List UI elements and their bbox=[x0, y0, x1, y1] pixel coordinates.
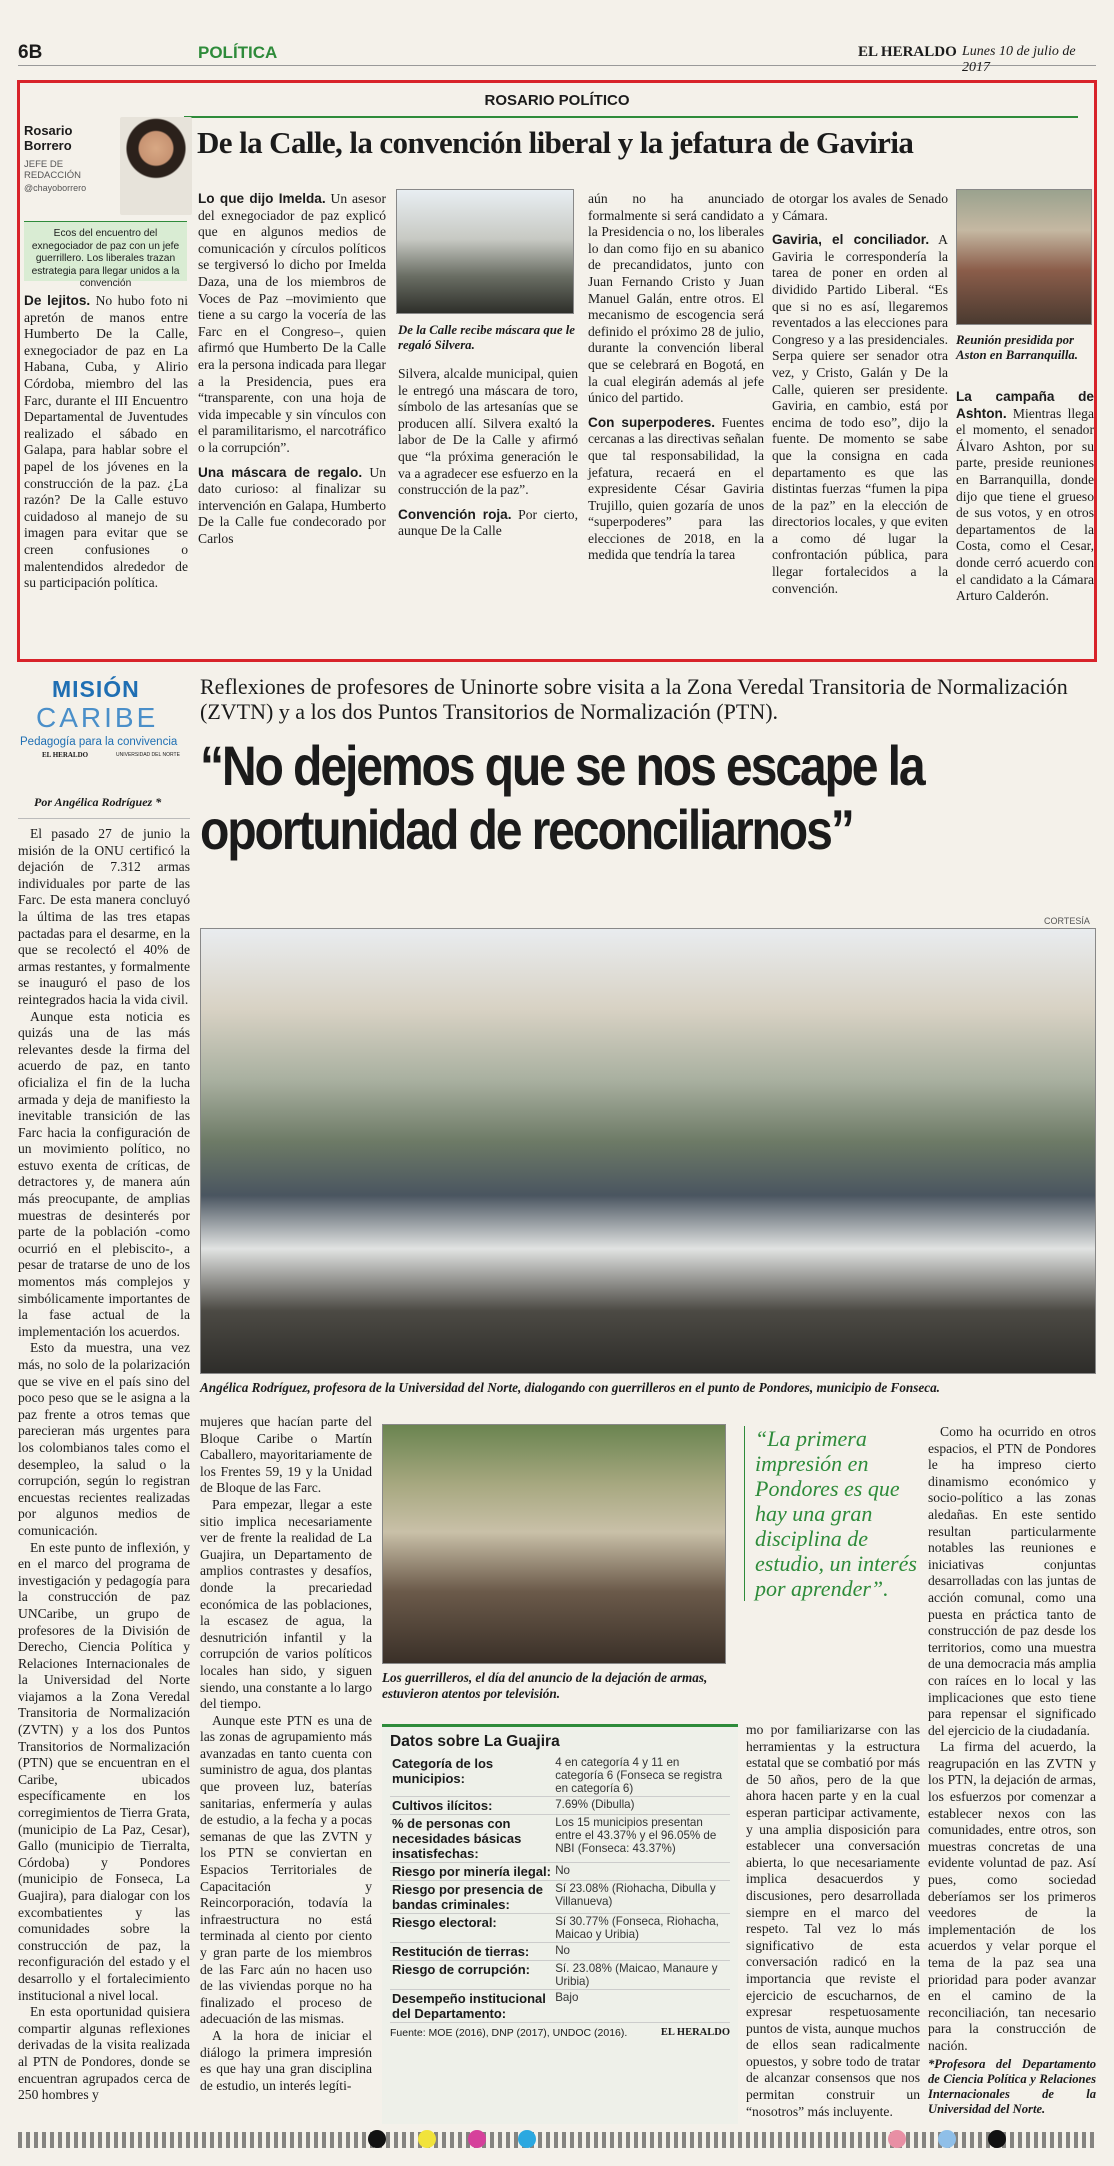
masthead bbox=[18, 36, 1096, 75]
article-mid-column bbox=[200, 1414, 372, 2094]
article-para: Aunque esta noticia es quizás una de las más relevantes desde la firma del acuerdo de paz, en tanto oficializa el fin de la lucha armada y deja de manifiesto la inevitable transición de las Farc hacia la configuración de un movimiento político, no estuvo exenta de críticas, de detractores y, de manera aún más preocupante, de amplias muestras de desinterés por parte de la población -como ocurrió en el plebiscito-, a pesar de tratarse de uno de los momentos más complejos y simbólicamente importantes de la fase actual de la implementación los acuerdos. bbox=[18, 1008, 190, 1339]
box-photo-de-la-calle bbox=[396, 189, 574, 314]
mision-partner-1: EL HERALDO bbox=[42, 751, 89, 759]
reg-dot-black bbox=[368, 2130, 386, 2148]
article-right-column bbox=[928, 1424, 1096, 2117]
article-para: A la hora de iniciar el diálogo la primera impresión es que hay una gran disciplina de estudio, un interés legíti- bbox=[200, 2027, 372, 2093]
reg-dot-yellow bbox=[418, 2130, 436, 2148]
datos-row bbox=[390, 1914, 730, 1943]
article-deck: Reflexiones de profesores de Uninorte sobre visita a la Zona Veredal Transitoria de Normalización (ZVTN) y a los dos Puntos Transitorios de Normalización (PTN). bbox=[200, 674, 1068, 724]
datos-brand: EL HERALDO bbox=[660, 2027, 730, 2038]
datos-key: Riesgo por presencia de bandas criminales: bbox=[390, 1881, 553, 1914]
box-col5-para: Gaviria, el conciliador. A Gaviria le correspondería la tarea de poner en orden al dividido Partido Liberal. “Es que si no es así, llegaremos reventados a las elecciones para Congreso y a las presidenciales. Serpa quiere ser senador otra vez, y Cristo, Galán y De la Calle, quieren ser presidente. Gaviria, en cambio, está por encima de todo eso”, dijo la fuente. De momento se sabe que la consigna en cada departamento es que las distintas fuerzas “fumen la pipa de la paz” en la elección de directorios locales, y que eviten a como dé lugar la confrontación pública, para llegar fortalecidos a la convención. bbox=[772, 232, 948, 596]
page-number: 6B bbox=[18, 42, 43, 63]
pullquote: “La primera impresión en Pondores es que hay una gran disciplina de estudio, un interés por aprender”. bbox=[744, 1426, 920, 1601]
issue-date: Lunes 10 de julio de 2017 bbox=[962, 44, 1076, 75]
mision-tagline: Pedagogía para la convivencia bbox=[20, 736, 178, 748]
mision-partner-2: UNIVERSIDAD DEL NORTE bbox=[116, 752, 180, 758]
box-col5-para: de otorgar los avales de Senado y Cámara. bbox=[772, 191, 948, 223]
datos-key: % de personas con necesidades básicas insatisfechas: bbox=[390, 1815, 553, 1863]
box-col2-para: Lo que dijo Imelda. Un asesor del exnegociador de paz explicó que en algunos medios de comunicación y círculos políticos se tergiversó lo dicho por Imelda Daza, una de los miembros de Voces de Paz –movimiento que tiene a su cargo la vocería de las Farc en el Congreso–, quien afirmó que Humberto De la Calle era la persona indicada para llegar a la Presidencia, pues era “transparente, con una hoja de vida impecable y sin vínculos con el paramilitarismo, el narcotráfico o la corrupción”. bbox=[198, 191, 386, 455]
box-col3-para: Convención roja. Por cierto, aunque De la Calle bbox=[398, 506, 578, 539]
box-blurb: Ecos del encuentro del exnegociador de paz con un jefe guerrillero. Los liberales trazan estrategia para llegar unidos a la convención bbox=[24, 221, 187, 281]
box-col2-para: Una máscara de regalo. Un dato curioso: al finalizar su intervención en Galapa, Humberto De la Calle fue condecorado por Carlos bbox=[198, 464, 386, 546]
article-para: La firma del acuerdo, la reagrupación en las ZVTN y los PTN, la dejación de armas, los esfuerzos por comenzar a establecer nexos con las comunidades, entre otros, son muestras concretas de una evidente voluntad de paz. Así pues, como sociedad deberíamos ser los primeros veedores de la implementación de los acuerdos y velar porque el tema de la paz sea una prioridad para poder avanzar en el camino de la reconciliación, tan necesario para la construcción de nación. bbox=[928, 1739, 1096, 2053]
datos-box bbox=[382, 1724, 738, 2124]
datos-value: Los 15 municipios presentan entre el 43.37% y el 96.05% de NBI (Fonseca: 43.37%) bbox=[553, 1815, 730, 1863]
datos-key: Riesgo electoral: bbox=[390, 1914, 553, 1943]
article-para: Aunque este PTN es una de las zonas de agrupamiento más avanzadas en tanto cuenta con suministro de agua, dos plantas que proveen luz, baterías sanitarias, enfermería y aulas de estudio, a la fecha y a pocas semanas de que las ZVTN y los PTN se conviertan en Espacios Territoriales de Capacitación y Reincorporación, todavía la infraestructura no está terminada al ciento por ciento y gran parte de los miembros de las Farc aún no hacen uso de las viviendas porque no ha finalizado el proceso de adecuación de las mismas. bbox=[200, 1712, 372, 2027]
datos-key: Riesgo de corrupción: bbox=[390, 1961, 553, 1990]
box-column-2 bbox=[198, 191, 386, 547]
box-photo-reunion bbox=[956, 189, 1092, 325]
kicker-rule bbox=[184, 116, 1078, 118]
print-registration-dots bbox=[18, 2130, 1096, 2150]
article-footnote: *Profesora del Departamento de Ciencia Política y Relaciones Internacionales de la Universidad del Norte. bbox=[928, 2056, 1096, 2116]
article-headline: “No dejemos que se nos escape la oportunidad de reconciliarnos” bbox=[200, 734, 924, 861]
article-para: Esto da muestra, una vez más, no solo de la polarización que se vive en el país sino del poco peso que se le asigna a la paz frente a otros temas que parecieran más urgentes para los colombianos tales como el desempleo, la salud o la corrupción, según lo registran encuestas recientes realizadas por algunos medios de comunicación. bbox=[18, 1340, 190, 1538]
box-col4-para: Con superpoderes. Fuentes cercanas a las directivas señalan que tal responsabilidad, la jefatura, recaerá en el expresidente César Gaviria Trujillo, quien gozaría de unos “superpoderes” para las elecciones de 2018, en la medida que tendría la tarea bbox=[588, 414, 764, 563]
datos-table bbox=[390, 1755, 730, 2023]
box-headline: De la Calle, la convención liberal y la jefatura de Gaviria bbox=[197, 125, 914, 160]
box-col6-para: La campaña de Ashton. Mientras llega el momento, el senador Álvaro Ashton, por su parte, preside reuniones en Barranquilla, donde dijo que tiene el grueso de sus votos, y en otros departamentos de la Costa, como el Cesar, donde cerró acuerdo con el candidato a la Cámara Arturo Calderón. bbox=[956, 389, 1094, 604]
datos-row bbox=[390, 1815, 730, 1863]
datos-row bbox=[390, 1797, 730, 1815]
author-role: JEFE DE REDACCIÓN bbox=[24, 159, 82, 181]
datos-value: Sí. 23.08% (Maicao, Manaure y Uribia) bbox=[553, 1961, 730, 1990]
rosario-politico-box bbox=[17, 80, 1097, 662]
datos-value: Bajo bbox=[553, 1990, 730, 2023]
author-name: Rosario Borrero bbox=[24, 123, 73, 153]
article-para: En esta oportunidad quisiera compartir algunas reflexiones derivadas de la visita realizada al PTN de Pondores, donde se encuentran agrupados cerca de 250 hombres y bbox=[18, 2004, 190, 2103]
box-column-3 bbox=[398, 366, 578, 540]
datos-value: 4 en categoría 4 y 11 en categoría 6 (Fonseca se registra en categoría 6) bbox=[553, 1755, 730, 1797]
datos-value: 7.69% (Dibulla) bbox=[553, 1797, 730, 1815]
author-handle: @chayoborrero bbox=[24, 183, 87, 193]
box-col3-para: Silvera, alcalde municipal, quien le entregó una máscara de toro, símbolo de las artesanías que se producen allí. Silvera exaltó la labor de De la Calle y afirmó que “la próxima generación le va a agradecer ese esfuerzo en la construcción de la paz”. bbox=[398, 366, 578, 498]
datos-key: Riesgo por minería ilegal: bbox=[390, 1863, 553, 1881]
datos-key: Desempeño institucional del Departamento: bbox=[390, 1990, 553, 2023]
box-column-6 bbox=[956, 389, 1094, 605]
datos-key: Cultivos ilícitos: bbox=[390, 1797, 553, 1815]
datos-value: Sí 23.08% (Riohacha, Dibulla y Villanueva) bbox=[553, 1881, 730, 1914]
box-photo2-caption: Reunión presidida por Aston en Barranquilla. bbox=[956, 333, 1078, 362]
article-para: Para empezar, llegar a este sitio implica necesariamente ver de frente la realidad de La Guajira, un Departamento de amplios contrastes y desafíos, donde la precariedad económica de las poblaciones, la escasez de agua, la desnutrición infantil y la corrupción de varios políticos locales han sido, y siguen siendo, una constante a lo largo del tiempo. bbox=[200, 1496, 372, 1712]
mision-caribe-logo bbox=[18, 676, 188, 759]
section-name: POLÍTICA bbox=[198, 43, 278, 62]
reg-dot-lightblue bbox=[938, 2130, 956, 2148]
datos-key: Restitución de tierras: bbox=[390, 1943, 553, 1961]
datos-row bbox=[390, 1755, 730, 1797]
datos-row bbox=[390, 1881, 730, 1914]
datos-row bbox=[390, 1990, 730, 2023]
mision-logo-bottom: CARIBE bbox=[36, 702, 159, 733]
article-left-column bbox=[18, 826, 190, 2104]
datos-key: Categoría de los municipios: bbox=[390, 1755, 553, 1797]
article-center-column bbox=[746, 1722, 920, 2120]
photo-credit: CORTESÍA bbox=[1044, 916, 1090, 926]
datos-row bbox=[390, 1961, 730, 1990]
reg-dot-magenta bbox=[468, 2130, 486, 2148]
datos-value: Sí 30.77% (Fonseca, Riohacha, Maicao y Uribia) bbox=[553, 1914, 730, 1943]
second-photo-caption: Los guerrilleros, el día del anuncio de la dejación de armas, estuvieron atentos por televisión. bbox=[382, 1670, 708, 1701]
article-para: mo por familiarizarse con las herramientas y la estructura estatal que se combatió por más de 50 años, pero de la que ahora hacen parte y en la cual esperan participar activamente, y una amplia disposición para establecer una conversación abierta, lo que necesariamente implica desacuerdos y discusiones, pero desarrollada siempre en el marco del respeto. Tal vez lo más significativo de esta conversación radicó en la importancia que reviste el ejercicio de escucharnos, de expresar respetuosamente puntos de vista, aunque muchos de ellos sean radicalmente opuestos, y sobre todo de tratar de alcanzar consensos que nos permitan construir un “nosotros” más incluyente. bbox=[746, 1722, 920, 2119]
mision-logo-top: MISIÓN bbox=[52, 676, 140, 702]
article-para: Como ha ocurrido en otros espacios, el PTN de Pondores le ha impreso cierto dinamismo económico y socio-político a las zonas aledañas. En este sentido resultan particularmente notables las reuniones e iniciativas conjuntas desarrolladas con las juntas de acción comunal, como una puesta en práctica tanto de construcción de paz desde los territorios, como una muestra de una democracia más amplia con raíces en lo local y las implicaciones que esto tiene para repensar el significado del ejercicio de la ciudadanía. bbox=[928, 1424, 1096, 1738]
datos-row bbox=[390, 1943, 730, 1961]
datos-title: Datos sobre La Guajira bbox=[390, 1733, 560, 1750]
author-block bbox=[24, 117, 194, 219]
main-photo-caption: Angélica Rodríguez, profesora de la Universidad del Norte, dialogando con guerrilleros en el punto de Pondores, municipio de Fonseca. bbox=[200, 1380, 940, 1395]
article-para: En este punto de inflexión, y en el marco del programa de investigación y pedagogía para la construcción de paz UNCaribe, un grupo de profesores de la División de Derecho, Ciencia Política y Relaciones Internacionales de la Universidad del Norte viajamos a la Zona Veredal Transitoria de Normalización (ZVTN) y a los dos Puntos Transitorios de Normalización (PTN) que se encuentran en el Caribe, ubicados específicamente en los corregimientos de Tierra Grata, (municipio de La Paz, Cesar), Gallo (municipio de Tierralta, Córdoba) y Pondores (municipio de Fonseca, La Guajira), para dialogar con los excombatientes y las comunidades sobre la construcción de paz, la reconfiguración del estado y el desarrollo y el fortalecimiento institucional a nivel local. bbox=[18, 1539, 190, 2003]
box-column-4 bbox=[588, 191, 764, 564]
datos-source bbox=[390, 2027, 730, 2039]
paper-name: EL HERALDO bbox=[858, 44, 957, 60]
article-byline: Por Angélica Rodríguez * bbox=[34, 795, 162, 809]
box-col1-para: De lejitos. No hubo foto ni apretón de manos entre Humberto De la Calle, exnegociador de paz en La Habana, Cuba, y Alirio Córdoba, miembro del las Farc, durante el III Encuentro Departamental de Juventudes realizado el sábado en Galapa, para hablar sobre el papel de los jóvenes en la construcción de la paz. ¿La razón? De la Calle estuvo cuidadoso al manejo de su imagen para evitar que se creen confusiones o malentendidos alrededor de su participación política. bbox=[24, 293, 189, 591]
main-photo-pondores bbox=[200, 928, 1096, 1374]
datos-value: No bbox=[553, 1943, 730, 1961]
box-column-1 bbox=[24, 293, 188, 592]
reg-dot-pink bbox=[888, 2130, 906, 2148]
box-kicker: ROSARIO POLÍTICO bbox=[484, 92, 630, 109]
box-col4-para: aún no ha anunciado formalmente si será candidato a la Presidencia o no, los liberales lo dan como fijo en su abanico de precandidatos, junto con Juan Fernando Cristo y Juan Manuel Galán, entre otros. El mecanismo de escogencia será definido el próximo 28 de julio, durante la convención liberal que se celebrará en Bogotá, en la cual elegirán además al jefe único del partido. bbox=[588, 191, 764, 406]
article-para: mujeres que hacían parte del Bloque Caribe o Martín Caballero, mayoritariamente de los Frentes 59, 19 y la Unidad de Bloque de las Farc. bbox=[200, 1414, 372, 1496]
second-photo-tv bbox=[382, 1424, 726, 1664]
article-para: El pasado 27 de junio la misión de la ONU certificó la dejación de 7.312 armas individuales por parte de las Farc. De esta manera concluyó la última de las tres etapas pactadas para el desarme, en la que se recolectó el 40% de armas restantes, y formalmente se inauguró el paso de los reintegrados hacia la vida civil. bbox=[18, 826, 190, 1007]
datos-source-text: Fuente: MOE (2016), DNP (2017), UNDOC (2016). bbox=[390, 2027, 628, 2039]
reg-dot-black-2 bbox=[988, 2130, 1006, 2148]
byline-rule bbox=[18, 818, 190, 819]
datos-value: No bbox=[553, 1863, 730, 1881]
author-avatar bbox=[120, 117, 192, 215]
box-column-5 bbox=[772, 191, 948, 597]
reg-dot-cyan bbox=[518, 2130, 536, 2148]
box-photo1-caption: De la Calle recibe máscara que le regaló Silvera. bbox=[398, 323, 575, 352]
datos-row bbox=[390, 1863, 730, 1881]
